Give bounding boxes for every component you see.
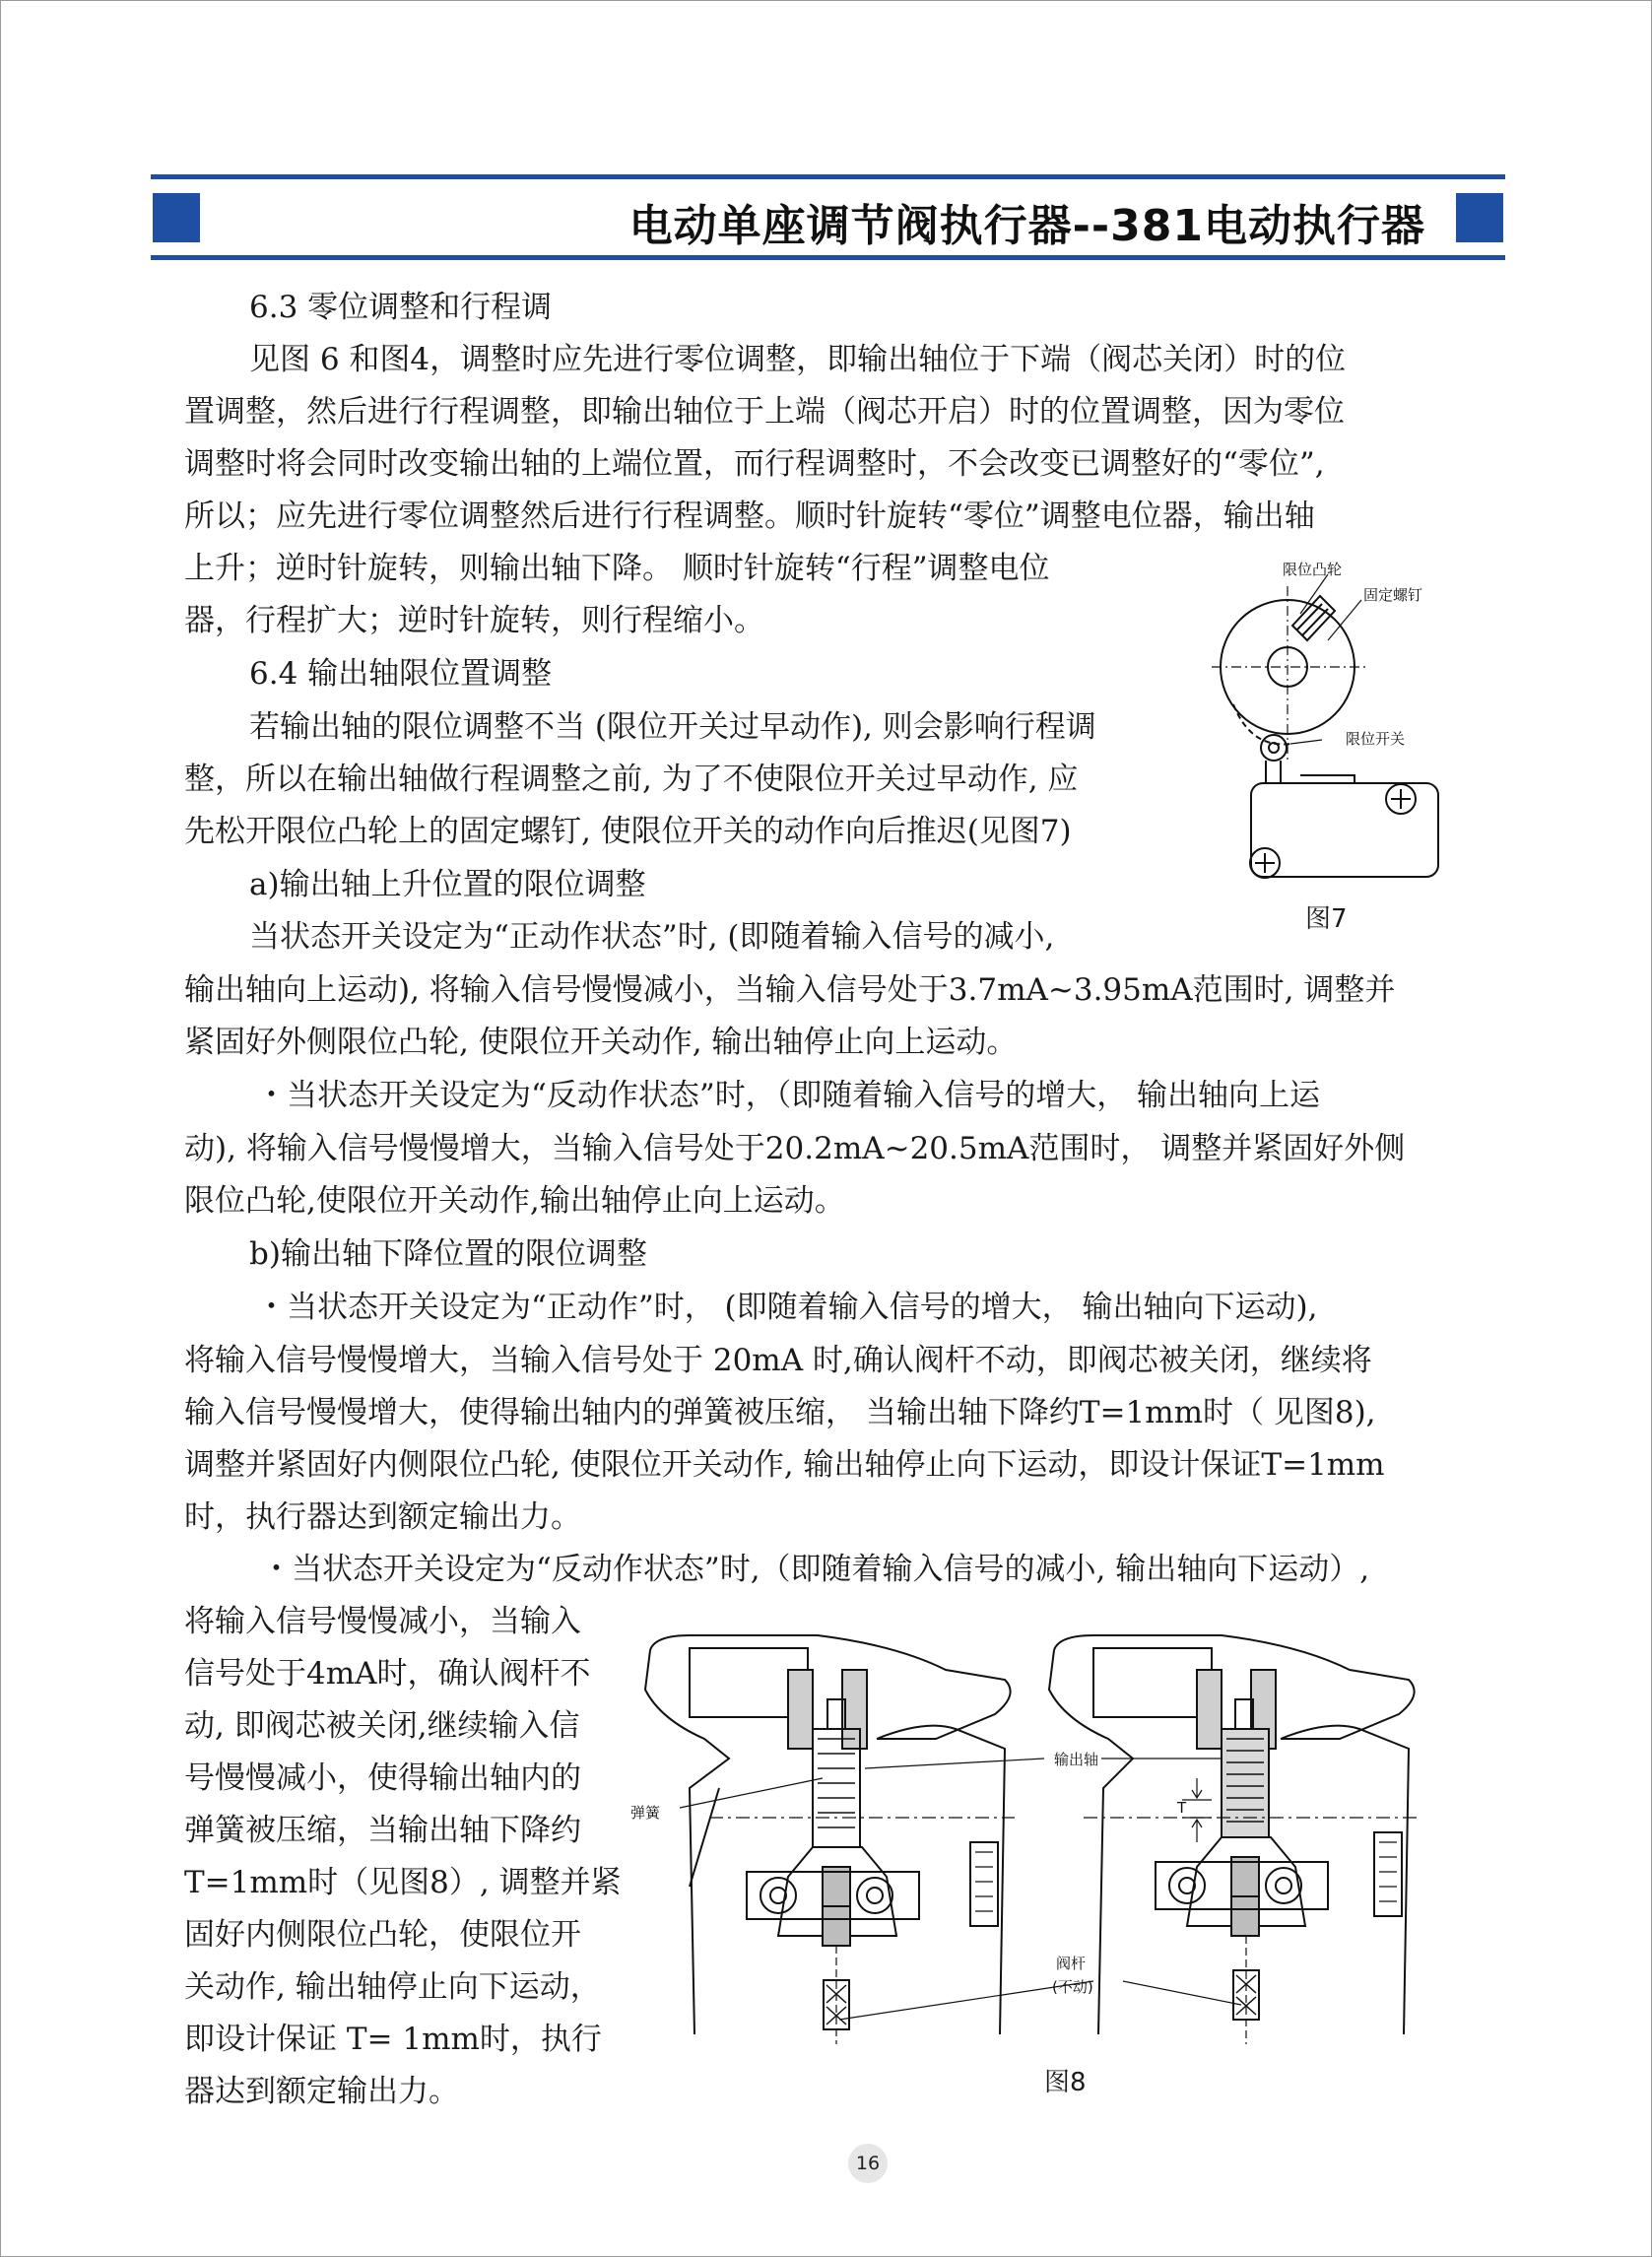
text-line: 器，行程扩大；逆时针旋转，则行程缩小。 xyxy=(184,603,764,638)
fig8-label-stem: 阀杆 xyxy=(1056,1955,1087,1972)
text-line: 固好内侧限位凸轮，使限位开 xyxy=(184,1917,581,1953)
text-line: 见图 6 和图4，调整时应先进行零位调整，即输出轴位于下端（阀芯关闭）时的位 xyxy=(249,342,1347,377)
text-line: 调整时将会同时改变输出轴的上端位置，而行程调整时，不会改变已调整好的“零位”, xyxy=(184,446,1325,482)
text-line: 当状态开关设定为“正动作状态”时, (即随着输入信号的减小, xyxy=(249,919,1055,955)
fig8-label-shaft: 输出轴 xyxy=(1054,1751,1099,1768)
fig8-label-t: T xyxy=(1177,1799,1187,1817)
fig8-label-spring: 弹簧 xyxy=(630,1804,661,1822)
text-line: 将输入信号慢慢减小，当输入 xyxy=(184,1604,581,1639)
header-square-right xyxy=(1456,193,1503,242)
fig8-label-stem-note: (不动) xyxy=(1052,1978,1093,1996)
text-line: 时，执行器达到额定输出力。 xyxy=(184,1499,581,1535)
text-line: 即设计保证 T= 1mm时，执行 xyxy=(184,2022,602,2057)
text-line: 弹簧被压缩，当输出轴下降约 xyxy=(184,1813,581,1848)
section-heading-6-3: 6.3 零位调整和行程调 xyxy=(249,290,553,325)
text-line: ・当状态开关设定为“反动作状态”时,（即随着输入信号的减小, 输出轴向下运动）, xyxy=(261,1552,1370,1587)
page-title: 电动单座调节阀执行器--381电动执行器 xyxy=(628,201,1425,251)
figure-7-diagram xyxy=(1212,557,1468,892)
text-line: 置调整，然后进行行程调整，即输出轴位于上端（阀芯开启）时的位置调整，因为零位 xyxy=(184,394,1345,430)
text-line: 上升；逆时针旋转，则输出轴下降。 顺时针旋转“行程”调整电位 xyxy=(184,551,1050,586)
text-line: 所以；应先进行零位调整然后进行行程调整。顺时针旋转“零位”调整电位器，输出轴 xyxy=(184,498,1315,534)
header-square-left xyxy=(153,193,200,242)
subsection-heading-b: b)输出轴下降位置的限位调整 xyxy=(249,1236,647,1272)
text-line: 输入信号慢慢增大，使得输出轴内的弹簧被压缩， 当输出轴下降约T=1mm时（ 见图8), xyxy=(184,1395,1376,1430)
text-line: T=1mm时（见图8）, 调整并紧 xyxy=(184,1865,622,1900)
text-line: 号慢慢减小，使得输出轴内的 xyxy=(184,1760,581,1796)
section-heading-6-4: 6.4 输出轴限位置调整 xyxy=(249,656,553,692)
text-line: ・当状态开关设定为“正动作”时， (即随着输入信号的增大， 输出轴向下运动), xyxy=(256,1290,1318,1325)
text-line: 若输出轴的限位调整不当 (限位开关过早动作), 则会影响行程调 xyxy=(249,709,1096,745)
fig7-label-switch: 限位开关 xyxy=(1346,730,1406,748)
page-number: 16 xyxy=(855,2153,881,2174)
text-line: 紧固好外侧限位凸轮, 使限位开关动作, 输出轴停止向上运动。 xyxy=(184,1025,1018,1060)
figure-7-caption: 图7 xyxy=(1305,904,1348,934)
text-line: 信号处于4mA时，确认阀杆不 xyxy=(184,1656,591,1692)
text-line: 动, 即阀芯被关闭,继续输入信 xyxy=(184,1708,580,1744)
subsection-heading-a: a)输出轴上升位置的限位调整 xyxy=(249,867,646,902)
text-line: 输出轴向上运动), 将输入信号慢慢减小，当输入信号处于3.7mA~3.95mA范围时, 调整并 xyxy=(184,972,1396,1008)
figure-8-caption: 图8 xyxy=(1044,2068,1087,2097)
text-line: 调整并紧固好内侧限位凸轮, 使限位开关动作, 输出轴停止向下运动，即设计保证T=1mm xyxy=(184,1447,1385,1483)
roller xyxy=(1261,735,1287,761)
text-line: 整，所以在输出轴做行程调整之前, 为了不使限位开关过早动作, 应 xyxy=(184,762,1079,797)
text-line: ・当状态开关设定为“反动作状态”时，（即随着输入信号的增大， 输出轴向上运 xyxy=(256,1078,1321,1113)
text-line: 动), 将输入信号慢慢增大，当输入信号处于20.2mA~20.5mA范围时， 调整并紧固好外侧 xyxy=(184,1131,1406,1166)
right-gauge xyxy=(1374,1832,1402,1916)
text-line: 器达到额定输出力。 xyxy=(184,2074,459,2109)
text-line: 先松开限位凸轮上的固定螺钉, 使限位开关的动作向后推迟(见图7) xyxy=(184,814,1072,849)
fig7-label-screw: 固定螺钉 xyxy=(1363,586,1423,604)
left-gauge xyxy=(970,1842,998,1926)
header-rule-top xyxy=(151,174,1505,179)
text-line: 限位凸轮,使限位开关动作,输出轴停止向上运动。 xyxy=(184,1183,845,1219)
header-rule-bottom xyxy=(151,255,1505,260)
text-line: 关动作, 输出轴停止向下运动， xyxy=(184,1969,601,2005)
fig7-label-cam: 限位凸轮 xyxy=(1283,561,1343,578)
figure-8-diagram xyxy=(630,1630,1448,2054)
text-line: 将输入信号慢慢增大，当输入信号处于 20mA 时,确认阀杆不动，即阀芯被关闭，继续将 xyxy=(184,1343,1372,1378)
